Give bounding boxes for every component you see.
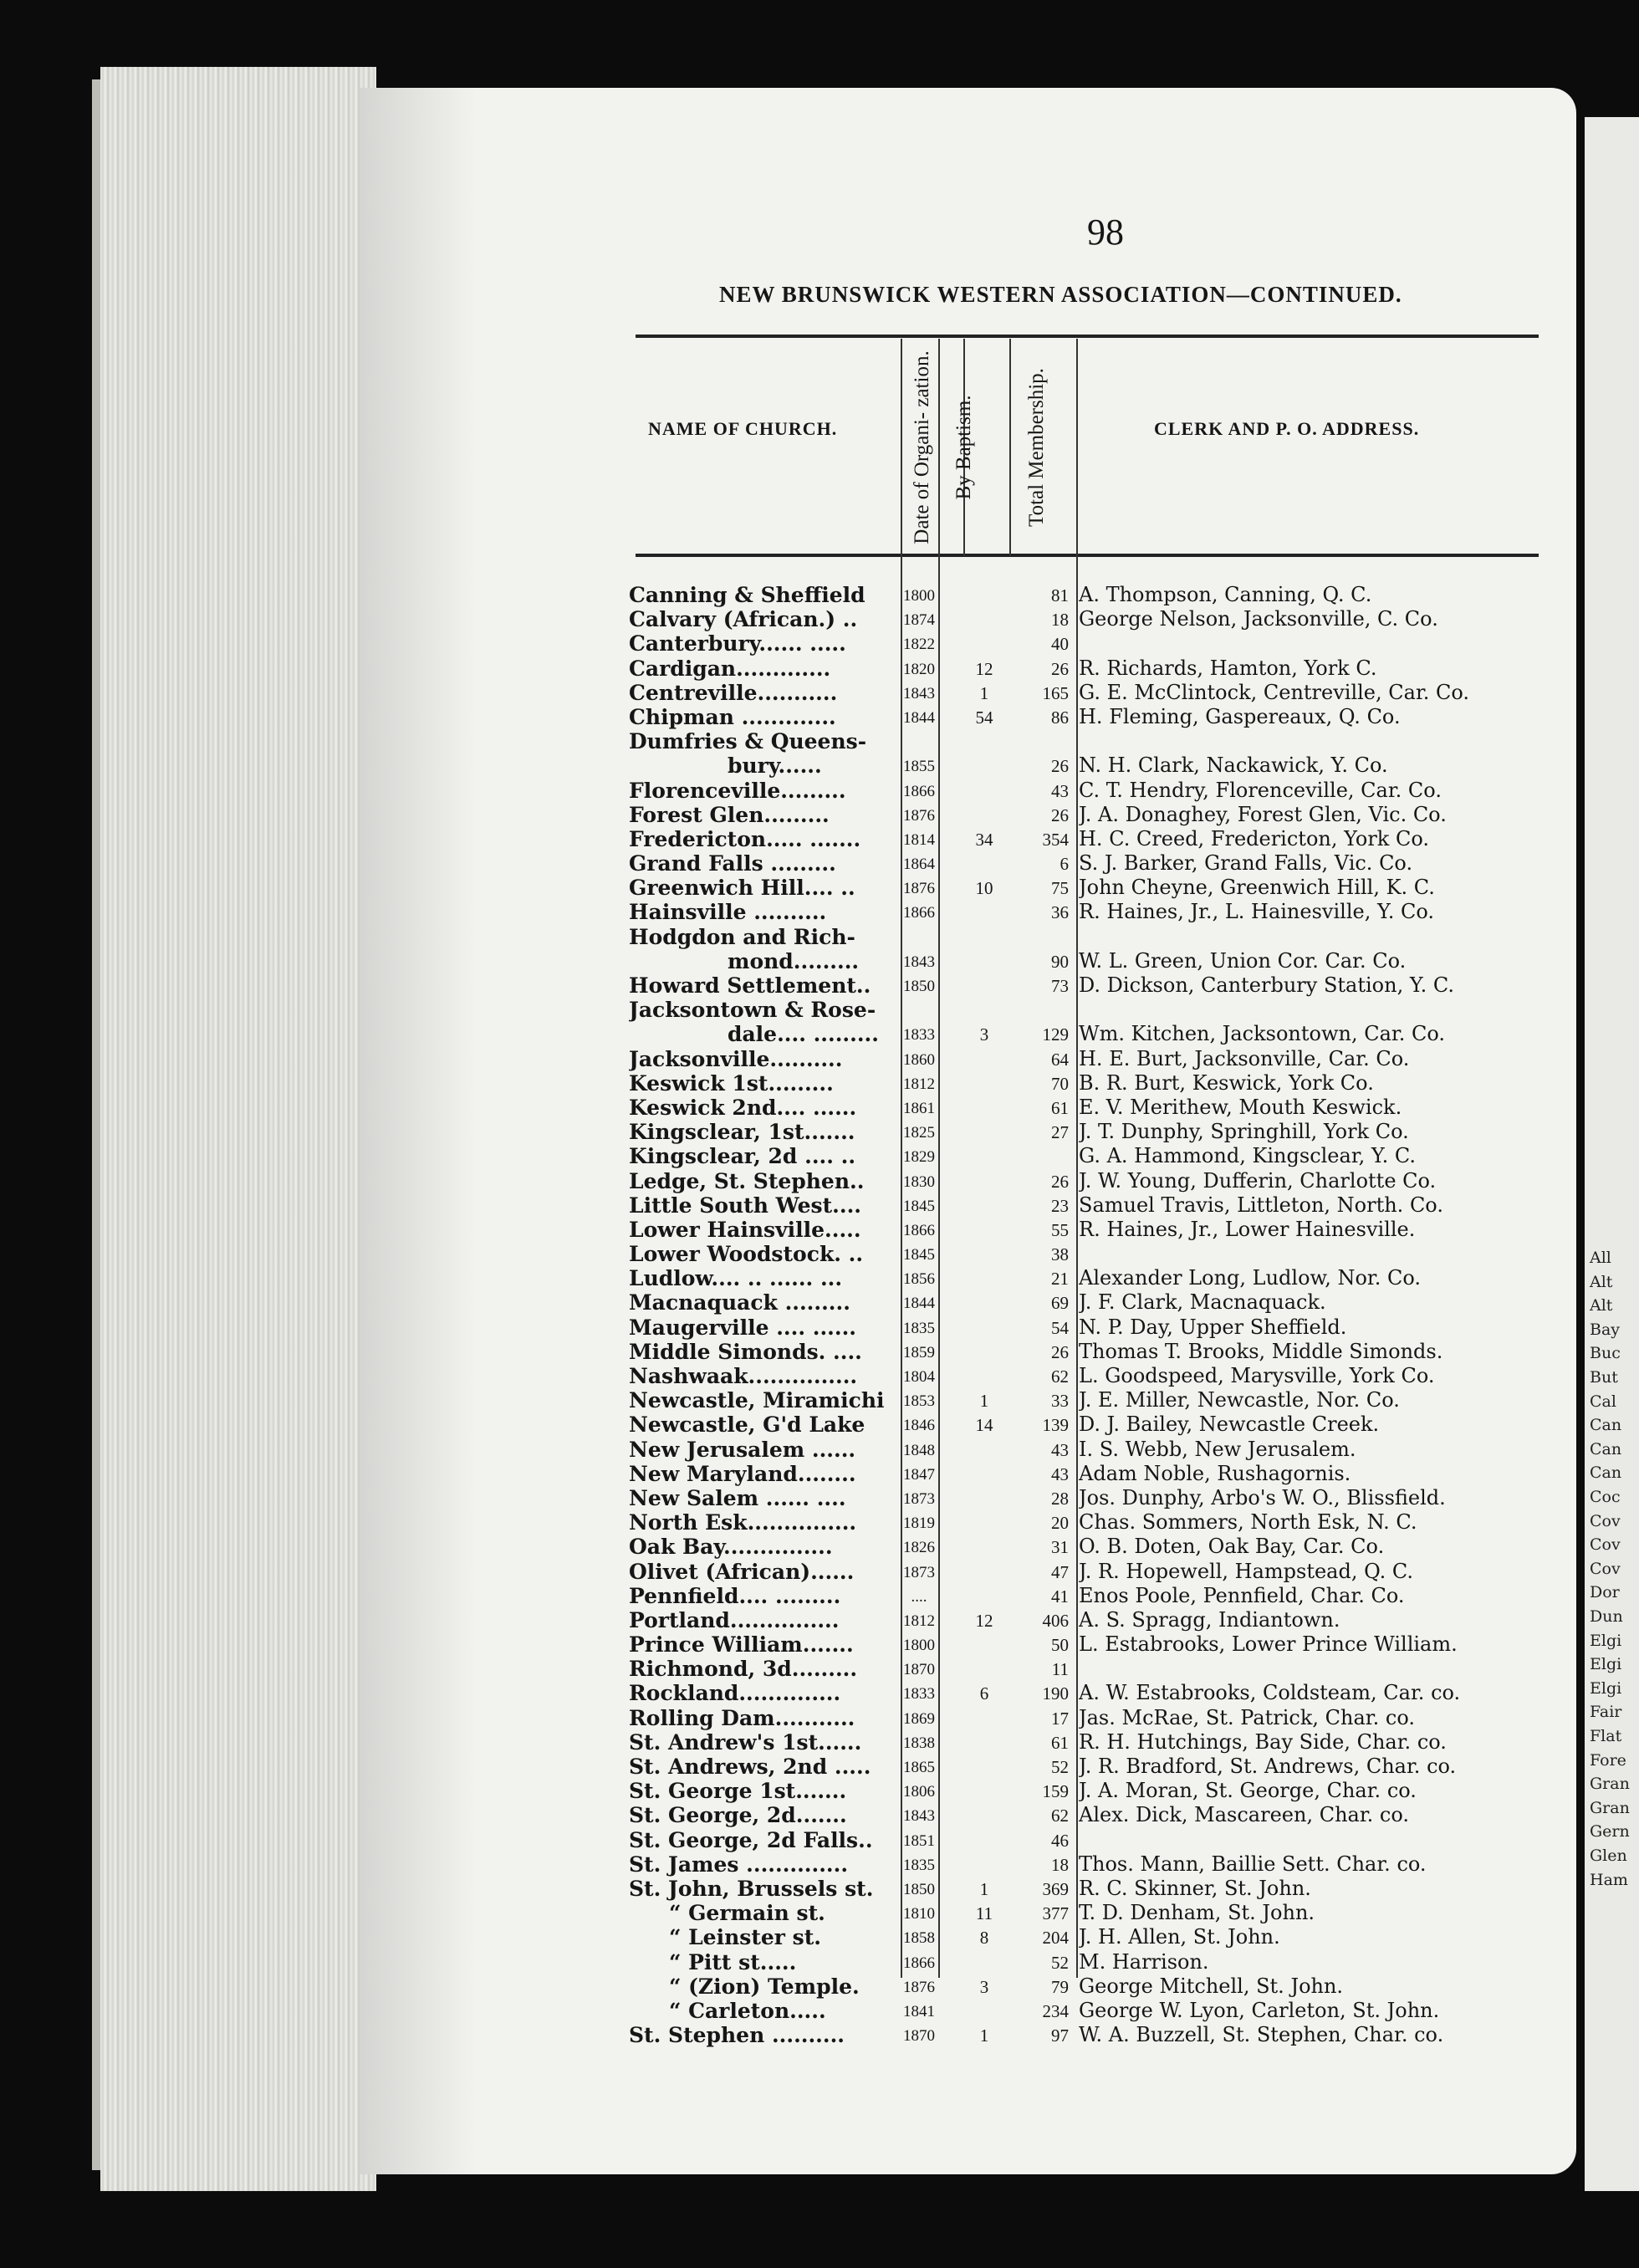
header-by-baptism: By Baptism. bbox=[952, 395, 975, 500]
church-name: Calvary (African.) .. bbox=[629, 607, 858, 632]
baptism-count: 1 bbox=[979, 2025, 989, 2046]
organization-date: .... bbox=[911, 1587, 927, 1606]
clerk-address: D. Dickson, Canterbury Station, Y. C. bbox=[1079, 973, 1454, 997]
organization-date: 1853 bbox=[903, 1392, 935, 1411]
organization-date: 1856 bbox=[903, 1270, 935, 1289]
membership-count: 79 bbox=[1051, 1976, 1069, 1997]
membership-count: 21 bbox=[1051, 1269, 1069, 1290]
church-name: Rolling Dam........... bbox=[629, 1705, 855, 1730]
organization-date: 1846 bbox=[903, 1417, 935, 1435]
clerk-address: Chas. Sommers, North Esk, N. C. bbox=[1079, 1510, 1417, 1535]
book-page-edges bbox=[100, 67, 376, 2191]
church-name: Little South West.... bbox=[629, 1193, 861, 1218]
membership-count: 129 bbox=[1042, 1024, 1069, 1045]
organization-date: 1841 bbox=[903, 2002, 935, 2020]
membership-count: 369 bbox=[1042, 1878, 1069, 1899]
clerk-address: Alexander Long, Ludlow, Nor. Co. bbox=[1079, 1266, 1422, 1290]
page-number: 98 bbox=[1087, 212, 1124, 253]
church-name: Richmond, 3d......... bbox=[629, 1657, 858, 1682]
church-name: Hodgdon and Rich- bbox=[629, 924, 855, 949]
membership-count: 26 bbox=[1051, 805, 1069, 825]
church-name: Fredericton..... ....... bbox=[629, 826, 861, 851]
baptism-count: 10 bbox=[975, 878, 993, 899]
baptism-count: 1 bbox=[979, 682, 989, 703]
clerk-address: George Mitchell, St. John. bbox=[1079, 1974, 1344, 1998]
church-name: New Jerusalem ...... bbox=[629, 1437, 856, 1462]
clerk-address: J. A. Moran, St. George, Char. co. bbox=[1079, 1779, 1417, 1803]
membership-count: 139 bbox=[1042, 1415, 1069, 1436]
organization-date: 1800 bbox=[903, 1637, 935, 1655]
church-name: St. Andrew's 1st...... bbox=[629, 1729, 862, 1755]
church-name: Howard Settlement.. bbox=[629, 973, 871, 998]
organization-date: 1844 bbox=[903, 708, 935, 727]
church-name: “ Carleton..... bbox=[669, 1998, 826, 2023]
adjacent-page-text: Alt bbox=[1590, 1296, 1613, 1315]
church-name: Lower Woodstock. .. bbox=[629, 1242, 864, 1267]
membership-count: 27 bbox=[1051, 1122, 1069, 1143]
organization-date: 1876 bbox=[903, 880, 935, 898]
organization-date: 1866 bbox=[903, 782, 935, 800]
header-total-membership: Total Membership. bbox=[1025, 368, 1048, 527]
membership-count: 52 bbox=[1051, 1952, 1069, 1973]
church-name: Nashwaak............... bbox=[629, 1364, 858, 1388]
organization-date: 1850 bbox=[903, 978, 935, 995]
clerk-address: S. J. Barker, Grand Falls, Vic. Co. bbox=[1079, 851, 1413, 876]
adjacent-page-text: Fore bbox=[1590, 1750, 1626, 1770]
clerk-address: W. A. Buzzell, St. Stephen, Char. co. bbox=[1079, 2023, 1444, 2047]
clerk-address: W. L. Green, Union Cor. Car. Co. bbox=[1079, 948, 1407, 973]
membership-count: 73 bbox=[1051, 976, 1069, 996]
organization-date: 1874 bbox=[903, 611, 935, 630]
membership-count: 75 bbox=[1051, 878, 1069, 899]
membership-count: 38 bbox=[1051, 1244, 1069, 1265]
church-name: Middle Simonds. .... bbox=[629, 1339, 862, 1364]
church-name: Dumfries & Queens- bbox=[629, 729, 867, 754]
baptism-count: 12 bbox=[975, 658, 993, 679]
clerk-address: Jas. McRae, St. Patrick, Char. co. bbox=[1079, 1705, 1415, 1729]
organization-date: 1843 bbox=[903, 1807, 935, 1826]
organization-date: 1844 bbox=[903, 1295, 935, 1313]
organization-date: 1855 bbox=[903, 758, 935, 776]
organization-date: 1843 bbox=[903, 684, 935, 702]
church-name: Canterbury...... ..... bbox=[629, 631, 846, 656]
clerk-address: George W. Lyon, Carleton, St. John. bbox=[1079, 1998, 1440, 2022]
church-name: Newcastle, G'd Lake bbox=[629, 1412, 865, 1438]
adjacent-page-text: But bbox=[1590, 1368, 1618, 1387]
membership-count: 28 bbox=[1051, 1488, 1069, 1509]
organization-date: 1851 bbox=[903, 1831, 935, 1850]
adjacent-page-text: Elgi bbox=[1590, 1631, 1622, 1650]
organization-date: 1866 bbox=[903, 904, 935, 922]
organization-date: 1822 bbox=[903, 636, 935, 654]
organization-date: 1843 bbox=[903, 953, 935, 971]
header-top-rule bbox=[636, 335, 1539, 338]
adjacent-page-text: Can bbox=[1590, 1463, 1622, 1483]
clerk-address: A. S. Spragg, Indiantown. bbox=[1079, 1607, 1340, 1632]
organization-date: 1835 bbox=[903, 1319, 935, 1337]
membership-count: 26 bbox=[1051, 1341, 1069, 1362]
membership-count: 54 bbox=[1051, 1317, 1069, 1338]
church-name: Ludlow.... .. ...... ... bbox=[629, 1266, 843, 1291]
header-bottom-rule bbox=[636, 554, 1539, 557]
organization-date: 1810 bbox=[903, 1905, 935, 1923]
membership-count: 43 bbox=[1051, 1463, 1069, 1484]
organization-date: 1873 bbox=[903, 1563, 935, 1581]
organization-date: 1830 bbox=[903, 1172, 935, 1191]
church-name: bury...... bbox=[728, 753, 822, 779]
church-name: Hainsville .......... bbox=[629, 900, 827, 925]
adjacent-page bbox=[1585, 117, 1639, 2191]
organization-date: 1866 bbox=[903, 1221, 935, 1239]
adjacent-page-text: Flat bbox=[1590, 1727, 1622, 1745]
clerk-address: G. E. McClintock, Centreville, Car. Co. bbox=[1079, 680, 1470, 704]
page-title: NEW BRUNSWICK WESTERN ASSOCIATION—CONTINUED. bbox=[719, 282, 1402, 307]
organization-date: 1876 bbox=[903, 1978, 935, 1996]
organization-date: 1859 bbox=[903, 1343, 935, 1361]
clerk-address: T. D. Denham, St. John. bbox=[1079, 1901, 1315, 1925]
clerk-address: Alex. Dick, Mascareen, Char. co. bbox=[1079, 1803, 1410, 1827]
organization-date: 1825 bbox=[903, 1124, 935, 1142]
clerk-address: J. F. Clark, Macnaquack. bbox=[1079, 1290, 1326, 1315]
membership-count: 26 bbox=[1051, 1171, 1069, 1192]
adjacent-page-text: Elgi bbox=[1590, 1655, 1622, 1674]
church-name: St. Andrews, 2nd ..... bbox=[629, 1755, 871, 1779]
clerk-address: Thos. Mann, Baillie Sett. Char. co. bbox=[1079, 1852, 1427, 1876]
organization-date: 1876 bbox=[903, 806, 935, 825]
organization-date: 1820 bbox=[903, 660, 935, 678]
membership-count: 11 bbox=[1051, 1659, 1069, 1680]
baptism-count: 14 bbox=[975, 1415, 993, 1436]
membership-count: 406 bbox=[1042, 1610, 1069, 1631]
membership-count: 64 bbox=[1051, 1049, 1069, 1070]
adjacent-page-text: Cov bbox=[1590, 1535, 1621, 1555]
membership-count: 97 bbox=[1051, 2025, 1069, 2046]
adjacent-page-text: All bbox=[1590, 1249, 1611, 1267]
membership-count: 43 bbox=[1051, 1439, 1069, 1460]
church-name: Olivet (African)...... bbox=[629, 1559, 855, 1584]
church-name: St. George, 2d Falls.. bbox=[629, 1827, 873, 1852]
church-name: Grand Falls ......... bbox=[629, 851, 836, 876]
church-name: New Maryland........ bbox=[629, 1461, 856, 1486]
church-name: New Salem ...... .... bbox=[629, 1485, 846, 1510]
membership-count: 47 bbox=[1051, 1561, 1069, 1582]
clerk-address: E. V. Merithew, Mouth Keswick. bbox=[1079, 1095, 1402, 1119]
membership-count: 86 bbox=[1051, 707, 1069, 728]
church-name: Keswick 1st......... bbox=[629, 1070, 834, 1096]
clerk-address: A. Thompson, Canning, Q. C. bbox=[1079, 583, 1372, 606]
clerk-address: R. Haines, Jr., L. Hainesville, Y. Co. bbox=[1079, 900, 1434, 924]
adjacent-page-text: Bay bbox=[1590, 1320, 1621, 1339]
adjacent-page-text: Coc bbox=[1590, 1488, 1621, 1506]
church-name: Florenceville......... bbox=[629, 778, 846, 803]
membership-count: 31 bbox=[1051, 1537, 1069, 1558]
clerk-address: J. A. Donaghey, Forest Glen, Vic. Co. bbox=[1079, 802, 1447, 826]
column-divider bbox=[938, 339, 940, 1978]
membership-count: 61 bbox=[1051, 1732, 1069, 1753]
organization-date: 1833 bbox=[903, 1685, 935, 1704]
organization-date: 1869 bbox=[903, 1709, 935, 1728]
church-name: Keswick 2nd.... ...... bbox=[629, 1095, 857, 1120]
clerk-address: J. W. Young, Dufferin, Charlotte Co. bbox=[1079, 1168, 1437, 1193]
clerk-address: R. C. Skinner, St. John. bbox=[1079, 1876, 1311, 1900]
organization-date: 1804 bbox=[903, 1368, 935, 1386]
church-name: St. Stephen .......... bbox=[629, 2023, 845, 2048]
baptism-count: 3 bbox=[979, 1976, 989, 1997]
membership-count: 17 bbox=[1051, 1708, 1069, 1729]
membership-count: 26 bbox=[1051, 658, 1069, 679]
church-name: “ Leinster st. bbox=[669, 1925, 821, 1950]
adjacent-page-text: Ham bbox=[1590, 1870, 1628, 1889]
clerk-address: H. C. Creed, Fredericton, York Co. bbox=[1079, 826, 1429, 850]
church-name: St. George, 2d....... bbox=[629, 1803, 847, 1828]
organization-date: 1845 bbox=[903, 1197, 935, 1215]
church-name: mond......... bbox=[728, 948, 860, 973]
organization-date: 1812 bbox=[903, 1612, 935, 1630]
clerk-address: N. H. Clark, Nackawick, Y. Co. bbox=[1079, 753, 1388, 778]
church-name: St. George 1st....... bbox=[629, 1779, 847, 1804]
membership-count: 165 bbox=[1042, 682, 1069, 703]
clerk-address: R. Richards, Hamton, York C. bbox=[1079, 656, 1377, 680]
membership-count: 40 bbox=[1051, 634, 1069, 655]
membership-count: 81 bbox=[1051, 585, 1069, 605]
clerk-address: C. T. Hendry, Florenceville, Car. Co. bbox=[1079, 778, 1442, 802]
membership-count: 204 bbox=[1042, 1928, 1069, 1949]
church-name: “ Germain st. bbox=[669, 1901, 825, 1926]
membership-count: 69 bbox=[1051, 1293, 1069, 1314]
membership-count: 90 bbox=[1051, 951, 1069, 972]
membership-count: 234 bbox=[1042, 2000, 1069, 2021]
membership-count: 6 bbox=[1059, 854, 1069, 875]
organization-date: 1870 bbox=[903, 2027, 935, 2046]
clerk-address: Samuel Travis, Littleton, North. Co. bbox=[1079, 1193, 1443, 1217]
adjacent-page-text: Buc bbox=[1590, 1344, 1621, 1363]
organization-date: 1806 bbox=[903, 1783, 935, 1801]
church-name: Maugerville .... ...... bbox=[629, 1315, 856, 1340]
header-date-of-organization: Date of Organi- zation. bbox=[911, 350, 933, 544]
baptism-count: 34 bbox=[975, 829, 993, 850]
church-name: Macnaquack ......... bbox=[629, 1290, 850, 1315]
organization-date: 1826 bbox=[903, 1539, 935, 1557]
clerk-address: Adam Noble, Rushagornis. bbox=[1079, 1461, 1351, 1485]
organization-date: 1870 bbox=[903, 1661, 935, 1679]
organization-date: 1812 bbox=[903, 1075, 935, 1093]
clerk-address: L. Goodspeed, Marysville, York Co. bbox=[1079, 1364, 1435, 1387]
column-divider bbox=[1009, 339, 1011, 556]
clerk-address: A. W. Estabrooks, Coldsteam, Car. co. bbox=[1079, 1681, 1461, 1705]
organization-date: 1814 bbox=[903, 830, 935, 849]
membership-count: 41 bbox=[1051, 1586, 1069, 1606]
organization-date: 1866 bbox=[903, 1954, 935, 1972]
organization-date: 1838 bbox=[903, 1734, 935, 1752]
membership-count: 190 bbox=[1042, 1683, 1069, 1704]
church-name: Kingsclear, 1st....... bbox=[629, 1120, 855, 1145]
organization-date: 1864 bbox=[903, 856, 935, 874]
clerk-address: Jos. Dunphy, Arbo's W. O., Blissfield. bbox=[1079, 1485, 1446, 1509]
membership-count: 52 bbox=[1051, 1757, 1069, 1777]
clerk-address: M. Harrison. bbox=[1079, 1949, 1209, 1974]
membership-count: 18 bbox=[1051, 610, 1069, 631]
adjacent-page-text: Dun bbox=[1590, 1607, 1623, 1626]
clerk-address: H. Fleming, Gaspereaux, Q. Co. bbox=[1079, 704, 1401, 728]
church-name: Jacksontown & Rose- bbox=[629, 998, 876, 1023]
adjacent-page-text: Alt bbox=[1590, 1272, 1613, 1291]
church-name: Chipman ............. bbox=[629, 704, 836, 729]
clerk-address: O. B. Doten, Oak Bay, Car. Co. bbox=[1079, 1535, 1385, 1559]
organization-date: 1829 bbox=[903, 1148, 935, 1167]
membership-count: 62 bbox=[1051, 1366, 1069, 1387]
organization-date: 1858 bbox=[903, 1929, 935, 1948]
baptism-count: 11 bbox=[975, 1903, 993, 1924]
organization-date: 1848 bbox=[903, 1441, 935, 1459]
adjacent-page-text: Cov bbox=[1590, 1511, 1621, 1530]
clerk-address: R. Haines, Jr., Lower Hainesville. bbox=[1079, 1217, 1416, 1241]
membership-count: 377 bbox=[1042, 1903, 1069, 1924]
organization-date: 1865 bbox=[903, 1759, 935, 1776]
church-name: St. John, Brussels st. bbox=[629, 1876, 874, 1901]
organization-date: 1833 bbox=[903, 1026, 935, 1045]
clerk-address: J. R. Hopewell, Hampstead, Q. C. bbox=[1079, 1559, 1413, 1583]
column-divider bbox=[1076, 339, 1078, 1978]
clerk-address: G. A. Hammond, Kingsclear, Y. C. bbox=[1079, 1144, 1417, 1168]
church-name: Oak Bay............... bbox=[629, 1535, 833, 1560]
clerk-address: Enos Poole, Pennfield, Char. Co. bbox=[1079, 1583, 1405, 1607]
church-name: Greenwich Hill.... .. bbox=[629, 876, 855, 901]
church-name: “ Pitt st..... bbox=[669, 1949, 797, 1974]
membership-count: 62 bbox=[1051, 1806, 1069, 1826]
organization-date: 1861 bbox=[903, 1099, 935, 1117]
church-name: North Esk............... bbox=[629, 1510, 857, 1535]
clerk-address: L. Estabrooks, Lower Prince William. bbox=[1079, 1632, 1458, 1657]
church-name: Cardigan............. bbox=[629, 656, 831, 681]
membership-count: 354 bbox=[1042, 829, 1069, 850]
membership-count: 18 bbox=[1051, 1854, 1069, 1875]
clerk-address: D. J. Bailey, Newcastle Creek. bbox=[1079, 1412, 1380, 1437]
adjacent-page-text: Gran bbox=[1590, 1798, 1630, 1817]
baptism-count: 8 bbox=[979, 1928, 989, 1949]
organization-date: 1819 bbox=[903, 1515, 935, 1533]
adjacent-page-text: Gern bbox=[1590, 1822, 1630, 1841]
church-name: Newcastle, Miramichi bbox=[629, 1388, 885, 1413]
clerk-address: J. E. Miller, Newcastle, Nor. Co. bbox=[1079, 1388, 1400, 1412]
membership-count: 23 bbox=[1051, 1195, 1069, 1216]
clerk-address: J. T. Dunphy, Springhill, York Co. bbox=[1079, 1120, 1409, 1144]
membership-count: 26 bbox=[1051, 756, 1069, 777]
church-name: Rockland.............. bbox=[629, 1681, 841, 1706]
clerk-address: N. P. Day, Upper Sheffield. bbox=[1079, 1315, 1347, 1339]
baptism-count: 3 bbox=[979, 1024, 989, 1045]
header-clerk-address: CLERK AND P. O. ADDRESS. bbox=[1154, 418, 1420, 439]
organization-date: 1850 bbox=[903, 1880, 935, 1898]
membership-count: 36 bbox=[1051, 902, 1069, 923]
church-name: Kingsclear, 2d .... .. bbox=[629, 1144, 856, 1169]
church-name: Prince William....... bbox=[629, 1632, 854, 1658]
adjacent-page-text: Gran bbox=[1590, 1775, 1630, 1794]
church-name: dale.... ......... bbox=[728, 1022, 879, 1047]
membership-count: 20 bbox=[1051, 1513, 1069, 1534]
clerk-address: J. H. Allen, St. John. bbox=[1079, 1925, 1280, 1949]
membership-count: 159 bbox=[1042, 1781, 1069, 1802]
membership-count: 46 bbox=[1051, 1830, 1069, 1851]
adjacent-page-text: Can bbox=[1590, 1416, 1622, 1435]
membership-count: 33 bbox=[1051, 1391, 1069, 1412]
adjacent-page-text: Elgi bbox=[1590, 1678, 1622, 1698]
membership-count: 43 bbox=[1051, 780, 1069, 801]
organization-date: 1835 bbox=[903, 1856, 935, 1874]
church-name: Centreville........... bbox=[629, 680, 838, 705]
membership-count: 61 bbox=[1051, 1097, 1069, 1118]
baptism-count: 12 bbox=[975, 1610, 993, 1631]
baptism-count: 6 bbox=[979, 1683, 989, 1704]
adjacent-page-text: Cal bbox=[1590, 1392, 1616, 1411]
church-name: Canning & Sheffield bbox=[629, 583, 865, 607]
organization-date: 1845 bbox=[903, 1246, 935, 1264]
clerk-address: George Nelson, Jacksonville, C. Co. bbox=[1079, 607, 1438, 631]
church-name: “ (Zion) Temple. bbox=[669, 1974, 860, 1999]
membership-count: 70 bbox=[1051, 1073, 1069, 1094]
organization-date: 1860 bbox=[903, 1050, 935, 1069]
header-name-of-church: NAME OF CHURCH. bbox=[648, 418, 838, 439]
clerk-address: R. H. Hutchings, Bay Side, Char. co. bbox=[1079, 1729, 1447, 1754]
page-gutter-shadow bbox=[360, 88, 477, 2174]
clerk-address: Wm. Kitchen, Jacksontown, Car. Co. bbox=[1079, 1022, 1446, 1046]
clerk-address: I. S. Webb, New Jerusalem. bbox=[1079, 1437, 1356, 1461]
church-name: Lower Hainsville..... bbox=[629, 1217, 861, 1242]
clerk-address: Thomas T. Brooks, Middle Simonds. bbox=[1079, 1339, 1443, 1363]
church-name: Portland............... bbox=[629, 1607, 840, 1632]
adjacent-page-text: Cov bbox=[1590, 1559, 1621, 1578]
organization-date: 1873 bbox=[903, 1489, 935, 1508]
organization-date: 1847 bbox=[903, 1465, 935, 1484]
adjacent-page-text: Fair bbox=[1590, 1703, 1622, 1722]
church-name: Ledge, St. Stephen.. bbox=[629, 1168, 865, 1193]
adjacent-page-text: Glen bbox=[1590, 1847, 1627, 1865]
adjacent-page-text: Dor bbox=[1590, 1583, 1620, 1602]
church-name: Pennfield.... ......... bbox=[629, 1583, 841, 1608]
clerk-address: J. R. Bradford, St. Andrews, Char. co. bbox=[1079, 1755, 1457, 1778]
clerk-address: John Cheyne, Greenwich Hill, K. C. bbox=[1079, 876, 1435, 900]
clerk-address: H. E. Burt, Jacksonville, Car. Co. bbox=[1079, 1046, 1410, 1070]
church-name: Forest Glen......... bbox=[629, 802, 830, 827]
membership-count: 50 bbox=[1051, 1635, 1069, 1656]
church-name: St. James .............. bbox=[629, 1852, 849, 1877]
church-name: Jacksonville.......... bbox=[629, 1046, 843, 1071]
clerk-address: B. R. Burt, Keswick, York Co. bbox=[1079, 1070, 1374, 1095]
organization-date: 1800 bbox=[903, 587, 935, 605]
baptism-count: 54 bbox=[975, 707, 993, 728]
adjacent-page-text: Can bbox=[1590, 1439, 1622, 1458]
baptism-count: 1 bbox=[979, 1391, 989, 1412]
membership-count: 55 bbox=[1051, 1219, 1069, 1240]
baptism-count: 1 bbox=[979, 1878, 989, 1899]
